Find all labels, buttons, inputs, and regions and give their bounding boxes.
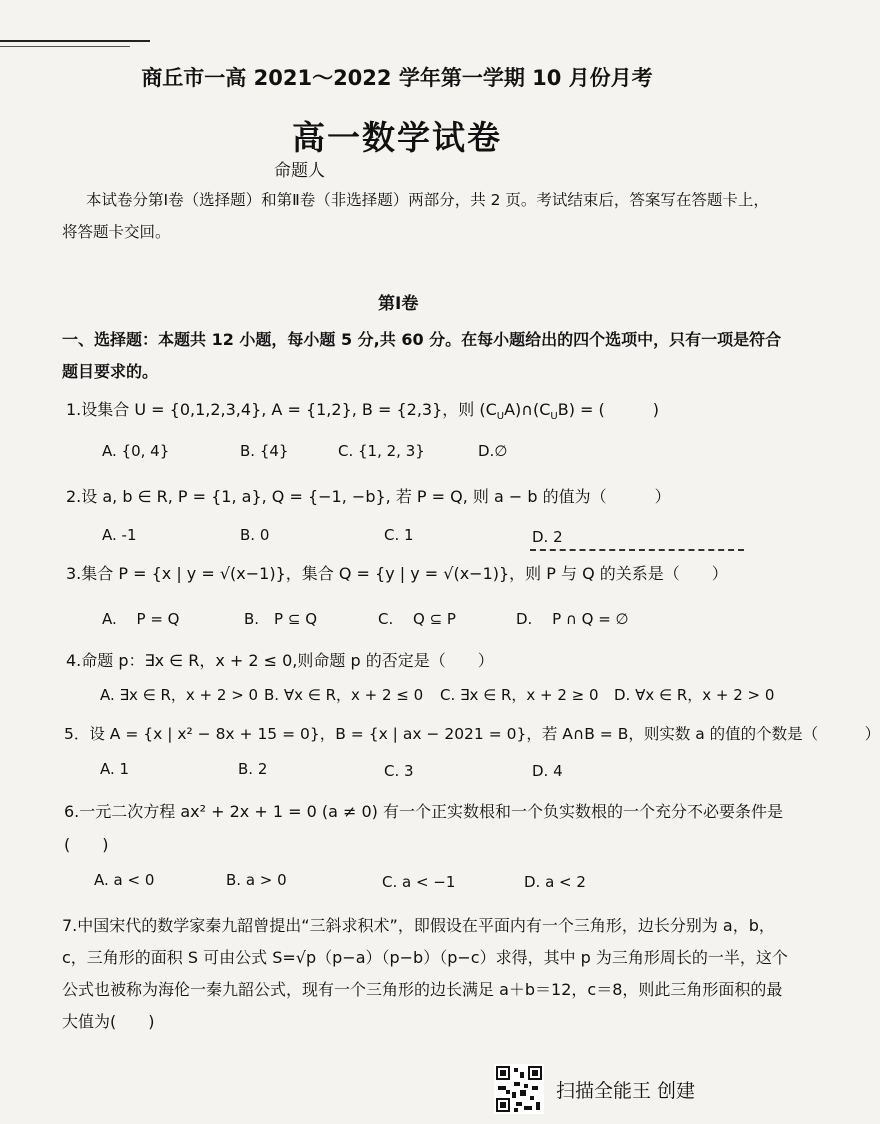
question-5: 5．设 A = {x | x² − 8x + 15 = 0}，B = {x | ax − 2021 = 0}，若 A∩B = B，则实数 a 的值的个数是（ ） <box>64 725 880 743</box>
q4-option-b: B. ∀x ∈ R，x + 2 ≤ 0 <box>264 686 424 704</box>
q3-option-a: A. P = Q <box>102 610 180 628</box>
question-1-text-end: B) = ( ) <box>557 400 660 419</box>
question-1-text: 1.设集合 U = {0,1,2,3,4}, A = {1,2}, B = {2,3}，则 (C <box>66 400 497 419</box>
q6-option-c: C. a < −1 <box>382 873 456 891</box>
top-rule-secondary <box>0 46 130 47</box>
q1-option-d: D.∅ <box>478 442 508 460</box>
q5-option-d: D. 4 <box>532 762 563 780</box>
question-6-paren: ( ) <box>64 835 109 854</box>
question-6: 6.一元二次方程 ax² + 2x + 1 = 0 (a ≠ 0) 有一个正实数根和一个负实数根的一个充分不必要条件是 <box>64 802 784 821</box>
q3-option-b: B. P ⊆ Q <box>244 610 318 628</box>
q3-option-c: C. Q ⊆ P <box>378 610 456 628</box>
question-3: 3.集合 P = {x | y = √(x−1)}，集合 Q = {y | y = √(x−1)}，则 P 与 Q 的关系是（ ） <box>66 564 728 583</box>
question-4: 4.命题 p：∃x ∈ R，x + 2 ≤ 0,则命题 p 的否定是（ ） <box>66 651 494 670</box>
q1-option-a: A. {0, 4} <box>102 442 170 460</box>
question-7: 7.中国宋代的数学家秦九韶曾提出“三斜求积术”，即假设在平面内有一个三角形，边长分别为 a，b，c，三角形的面积 S 可由公式 S=√p（p−a）（p−b）（p−c）求得，其中 p 为三角形周长的一半，这个公式也被称为海伦一秦九韶公式，现有一个三角形的边长满足 a＋b＝12，c＝8，则此三角形面积的最大值为( ) <box>62 916 788 1031</box>
q2-option-c: C. 1 <box>384 526 414 544</box>
exam-title: 商丘市一高 2021～2022 学年第一学期 10 月份月考 <box>141 66 653 90</box>
question-1-text-mid: A)∩(C <box>504 400 551 419</box>
top-rule <box>0 40 150 42</box>
q2-option-b: B. 0 <box>240 526 270 544</box>
q6-option-b: B. a > 0 <box>226 871 287 889</box>
q5-option-a: A. 1 <box>100 760 130 778</box>
q1-option-b: B. {4} <box>240 442 289 460</box>
q6-option-a: A. a < 0 <box>94 871 155 889</box>
q1-option-c: C. {1, 2, 3} <box>338 442 425 460</box>
section-heading: 第Ⅰ卷 <box>378 294 419 314</box>
scan-dash-line <box>530 549 744 551</box>
q4-option-d: D. ∀x ∈ R，x + 2 > 0 <box>614 686 775 704</box>
q2-option-a: A. -1 <box>102 526 137 544</box>
question-2: 2.设 a, b ∈ R, P = {1, a}, Q = {−1, −b}, 若 P = Q, 则 a − b 的值为（ ） <box>66 487 671 506</box>
paper-title: 高一数学试卷 <box>292 118 502 157</box>
q6-option-d: D. a < 2 <box>524 873 586 891</box>
q2-option-d: D. 2 <box>532 528 563 546</box>
author-label: 命题人 <box>274 161 325 181</box>
intro-paragraph: 本试卷分第Ⅰ卷（选择题）和第Ⅱ卷（非选择题）两部分，共 2 页。考试结束后，答案写在答题卡上，将答题卡交回。 <box>62 191 769 241</box>
q5-option-c: C. 3 <box>384 762 414 780</box>
question-1-sub2: U <box>550 411 558 423</box>
q3-option-d: D. P ∩ Q = ∅ <box>516 610 629 628</box>
scanner-watermark: 扫描全能王 创建 <box>556 1080 696 1102</box>
question-1 <box>66 397 659 422</box>
question-1-sub: U <box>496 411 505 423</box>
section-instruction: 一、选择题：本题共 12 小题，每小题 5 分,共 60 分。在每小题给出的四个选项中，只有一项是符合题目要求的。 <box>62 330 782 381</box>
q4-option-c: C. ∃x ∈ R，x + 2 ≥ 0 <box>440 686 599 704</box>
q5-option-b: B. 2 <box>238 760 268 778</box>
qr-code-icon <box>494 1064 544 1114</box>
q4-option-a: A. ∃x ∈ R，x + 2 > 0 <box>100 686 259 704</box>
